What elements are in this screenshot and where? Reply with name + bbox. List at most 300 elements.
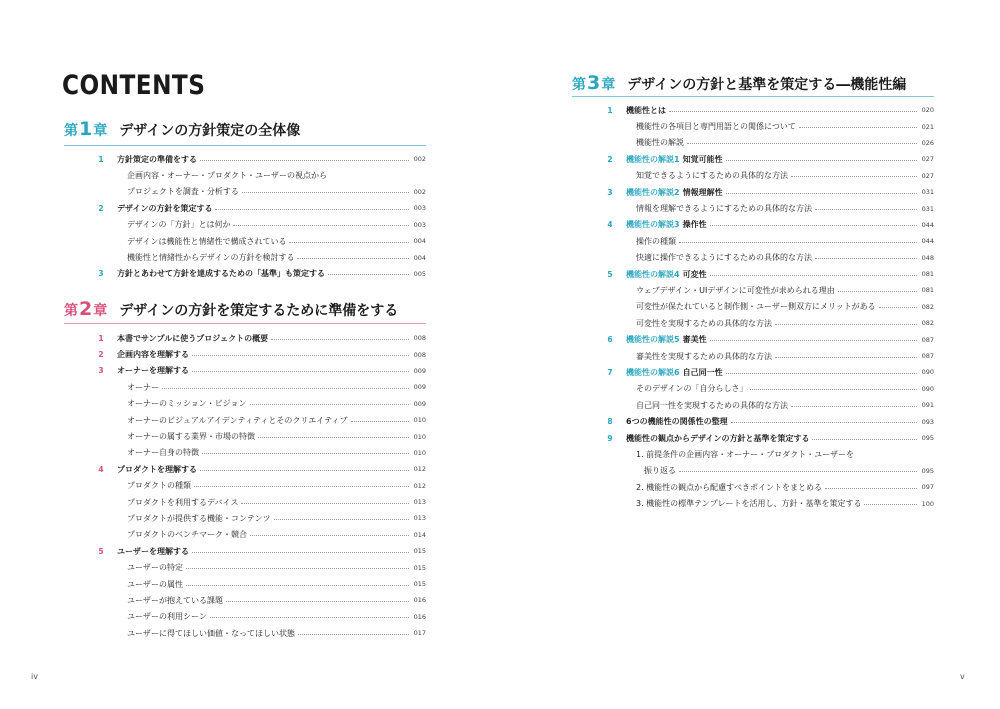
toc-section-row — [604, 102, 934, 118]
toc-label: ユーザーに得てほしい価値・なってほしい状態 — [127, 628, 295, 638]
toc-label: デザインは機能性と情緒性で構成されている — [127, 236, 287, 246]
leader-dots — [815, 258, 917, 259]
contents-title: CONTENTS — [62, 70, 206, 101]
toc-page-number: 031 — [921, 204, 934, 213]
toc-subsection-row — [604, 495, 934, 511]
leader-dots — [226, 601, 409, 602]
toc-section-row — [95, 200, 426, 216]
toc-text — [127, 595, 223, 606]
toc-subsection-row — [95, 478, 426, 494]
toc-page-number: 015 — [413, 563, 426, 572]
toc-page-number: 015 — [413, 547, 426, 556]
leader-dots — [200, 160, 409, 161]
toc-label: ユーザーの特定 — [127, 563, 183, 573]
toc-subsection-row — [604, 200, 934, 216]
toc-subsection-row — [95, 379, 426, 395]
toc-section-row — [95, 543, 426, 559]
leader-dots — [775, 324, 917, 325]
toc-text — [127, 628, 295, 639]
toc-text — [117, 365, 189, 376]
toc-label: 快適に操作できるようにするための具体的な方法 — [636, 253, 812, 263]
toc-text — [127, 480, 191, 491]
toc-label: 知覚できるようにするための具体的な方法 — [636, 171, 788, 181]
chapter-title: デザインの方針策定の全体像 — [119, 123, 301, 139]
toc-number: 9 — [607, 433, 613, 443]
chapter-2-heading — [64, 298, 398, 320]
toc-page-number: 087 — [921, 335, 934, 344]
toc-page-number: 005 — [413, 269, 426, 278]
toc-text — [626, 433, 809, 444]
right-page — [500, 0, 1000, 709]
toc-text — [636, 301, 876, 312]
toc-text — [117, 333, 268, 344]
leader-dots — [351, 421, 409, 422]
chapter-number: 2 — [79, 298, 93, 320]
chapter-title: デザインの方針を策定するために準備をする — [119, 303, 399, 319]
toc-number: 3 — [98, 366, 104, 376]
chapter-prefix: 第 — [64, 303, 78, 319]
toc-section-row — [604, 217, 934, 233]
leader-dots — [162, 388, 409, 389]
leader-dots — [215, 209, 409, 210]
toc-subsection-row — [604, 397, 934, 413]
leader-dots — [298, 634, 409, 635]
toc-page-number: 010 — [413, 416, 426, 425]
toc-number: 4 — [607, 220, 613, 230]
toc-text — [127, 415, 348, 426]
toc-label: プロダクトの種類 — [127, 481, 191, 491]
leader-dots — [202, 453, 409, 454]
toc-page-number: 100 — [921, 499, 934, 508]
toc-label: 審美性 — [682, 335, 707, 345]
toc-label: 機能性とは — [626, 105, 666, 115]
chapter-number: 3 — [587, 72, 601, 94]
toc-text — [636, 236, 676, 247]
toc-text — [626, 367, 723, 378]
toc-label: プロダクトが提供する機能・コンテンツ — [127, 513, 271, 523]
toc-subsection-row — [604, 381, 934, 397]
toc-number: 5 — [98, 546, 104, 556]
leader-dots — [750, 389, 917, 390]
toc-keyword: 機能性の解説6 — [626, 367, 680, 377]
toc-subsection-row — [604, 479, 934, 495]
toc-page-number: 010 — [413, 432, 426, 441]
toc-subsection-row — [95, 217, 426, 233]
toc-page-number: 003 — [413, 204, 426, 213]
toc-text — [636, 252, 812, 263]
toc-label: 可変性が保たれていると制作側・ユーザー側双方にメリットがある — [636, 302, 876, 312]
leader-dots — [210, 617, 409, 618]
toc-label: プロダクトを理解する — [117, 464, 197, 474]
toc-number: 2 — [98, 203, 104, 213]
page-folio-left: iv — [31, 672, 38, 681]
toc-text — [127, 447, 199, 458]
toc-text — [636, 383, 747, 394]
toc-page-number: 044 — [921, 237, 934, 246]
leader-dots — [687, 143, 917, 144]
toc-text — [127, 219, 230, 230]
toc-text — [636, 482, 822, 493]
toc-section-row — [95, 363, 426, 379]
toc-text — [636, 170, 788, 181]
leader-dots — [328, 274, 409, 275]
chapter-2-toc — [95, 330, 426, 641]
toc-page-number: 082 — [921, 319, 934, 328]
leader-dots — [186, 585, 409, 586]
toc-label: ユーザーを理解する — [117, 546, 189, 556]
toc-page-number: 091 — [921, 401, 934, 410]
toc-label: 企画内容を理解する — [117, 350, 189, 360]
toc-page-number: 044 — [921, 220, 934, 229]
toc-text — [127, 236, 286, 247]
toc-text — [626, 219, 707, 230]
toc-page-number: 095 — [921, 466, 934, 475]
leader-dots — [791, 176, 917, 177]
toc-text — [117, 464, 197, 475]
toc-page-number: 016 — [413, 596, 426, 605]
toc-text — [626, 416, 728, 427]
toc-label: デザインの方針を策定する — [117, 203, 213, 213]
leader-dots — [258, 437, 409, 438]
leader-dots — [192, 371, 409, 372]
toc-label: 2. 機能性の観点から配慮すべきポイントをまとめる — [636, 482, 823, 492]
toc-subsection-row — [604, 168, 934, 184]
toc-text — [626, 154, 723, 165]
toc-label: ユーザーの利用シーン — [127, 612, 207, 622]
toc-text — [117, 268, 325, 279]
toc-keyword: 機能性の解説1 — [626, 154, 680, 164]
toc-text — [636, 465, 676, 476]
toc-label: 審美性を実現するための具体的な方法 — [636, 351, 772, 361]
toc-subsection-row — [95, 184, 426, 200]
toc-page-number: 009 — [413, 399, 426, 408]
toc-label: プロジェクトを調査・分析する — [127, 187, 239, 197]
toc-subsection-row — [604, 233, 934, 249]
toc-text — [117, 154, 197, 165]
leader-dots — [775, 357, 917, 358]
toc-text — [636, 285, 835, 296]
toc-label: 6つの機能性の関係性の整理 — [626, 417, 728, 427]
toc-text — [117, 546, 189, 557]
toc-text — [127, 431, 255, 442]
toc-text — [636, 449, 854, 460]
toc-section-row — [95, 266, 426, 282]
toc-text — [636, 400, 788, 411]
toc-page-number: 004 — [413, 253, 426, 262]
toc-page-number: 095 — [921, 434, 934, 442]
toc-label: そのデザインの「自分らしさ」 — [636, 384, 748, 394]
toc-page-number: 008 — [413, 334, 426, 343]
leader-dots — [799, 127, 917, 128]
chapter-3-heading — [572, 72, 906, 94]
toc-number: 8 — [607, 417, 613, 427]
leader-dots — [879, 307, 917, 308]
toc-page-number: 003 — [413, 220, 426, 229]
toc-section-row — [95, 346, 426, 362]
toc-label: 自己同一性を実現するための具体的な方法 — [636, 400, 788, 410]
toc-page-number: 082 — [921, 302, 934, 311]
toc-page-number: 093 — [921, 417, 934, 426]
toc-label: オーナーのビジュアルアイデンティティとそのクリエイティブ — [127, 415, 348, 425]
chapter-2-rule — [64, 323, 426, 324]
toc-number: 7 — [607, 367, 613, 377]
toc-number: 3 — [607, 187, 613, 197]
leader-dots — [731, 422, 917, 423]
leader-dots — [812, 439, 917, 440]
toc-text — [636, 121, 796, 132]
toc-subsection-row — [95, 233, 426, 249]
toc-section-row — [604, 151, 934, 167]
toc-subsection-row — [604, 118, 934, 134]
toc-page-number: 017 — [413, 629, 426, 638]
toc-label: 3. 機能性の標準テンプレートを活用し、方針・基準を策定する — [636, 499, 862, 509]
chapter-1-heading — [64, 118, 300, 140]
toc-keyword: 機能性の解説3 — [626, 220, 680, 230]
toc-subsection-row — [604, 282, 934, 298]
chapter-prefix: 第 — [572, 77, 586, 93]
leader-dots — [250, 404, 409, 405]
toc-label: 操作の種類 — [636, 236, 676, 246]
toc-number: 1 — [98, 154, 104, 164]
toc-label: オーナーの属する業界・市場の特徴 — [127, 432, 255, 442]
toc-subsection-row — [95, 494, 426, 510]
toc-label: 情報理解性 — [682, 187, 723, 197]
toc-label: 振り返る — [636, 466, 676, 476]
toc-subsection-row — [95, 609, 426, 625]
toc-number: 2 — [607, 154, 613, 164]
toc-subsection-row — [95, 412, 426, 428]
leader-dots — [679, 471, 917, 472]
toc-section-row — [604, 331, 934, 347]
toc-label: オーナーを理解する — [117, 366, 189, 376]
toc-text — [127, 513, 271, 524]
toc-label: オーナーのミッション・ビジョン — [127, 399, 247, 409]
leader-dots — [192, 552, 409, 553]
toc-label: 情報を理解できるようにするための具体的な方法 — [636, 204, 812, 214]
toc-page-number: 027 — [921, 171, 934, 180]
leader-dots — [864, 504, 917, 505]
toc-label: ユーザーの属性 — [127, 579, 183, 589]
toc-subsection-row — [95, 625, 426, 641]
toc-text — [127, 186, 239, 197]
chapter-prefix: 第 — [64, 123, 78, 139]
toc-number: 5 — [607, 269, 613, 279]
toc-subsection-row — [95, 510, 426, 526]
page-folio-right: v — [960, 672, 965, 681]
toc-text — [127, 252, 294, 263]
toc-page-number: 013 — [413, 514, 426, 523]
toc-page-number: 012 — [413, 481, 426, 490]
toc-page-number: 097 — [921, 483, 934, 492]
leader-dots — [710, 340, 917, 341]
toc-number: 4 — [98, 464, 104, 474]
chapter-suffix: 章 — [601, 77, 616, 93]
toc-subsection-row — [95, 445, 426, 461]
toc-section-row — [604, 184, 934, 200]
leader-dots — [726, 373, 917, 374]
toc-text — [636, 203, 812, 214]
toc-page-number: 013 — [413, 498, 426, 507]
toc-keyword: 機能性の解説2 — [626, 187, 680, 197]
toc-label: 可変性を実現するための具体的な方法 — [636, 318, 772, 328]
toc-label: オーナー — [127, 382, 159, 392]
toc-label: 方針策定の準備をする — [117, 154, 197, 164]
chapter-1-toc — [95, 151, 426, 282]
toc-page-number: 008 — [413, 350, 426, 359]
leader-dots — [815, 209, 917, 210]
leader-dots — [242, 192, 409, 193]
toc-page-number: 081 — [921, 286, 934, 295]
toc-label: デザインの「方針」とは何か — [127, 220, 231, 230]
toc-label: 機能性の観点からデザインの方針と基準を策定する — [626, 433, 810, 443]
toc-label: 1. 前提条件の企画内容・オーナー・プロダクト・ユーザーを — [636, 449, 855, 459]
toc-text — [127, 382, 159, 393]
leader-dots — [192, 355, 409, 356]
toc-text — [626, 334, 707, 345]
leader-dots — [710, 275, 917, 276]
leader-dots — [710, 225, 917, 226]
toc-number: 2 — [98, 350, 104, 360]
toc-label: オーナー自身の特徴 — [127, 448, 199, 458]
leader-dots — [669, 111, 917, 112]
toc-page-number: 012 — [413, 465, 426, 474]
toc-page-number: 027 — [921, 155, 934, 164]
leader-dots — [297, 258, 409, 259]
toc-text — [626, 187, 723, 198]
toc-keyword: 機能性の解説4 — [626, 269, 680, 279]
toc-label: 可変性 — [682, 269, 707, 279]
toc-label: 操作性 — [682, 220, 707, 230]
toc-subsection-row — [95, 396, 426, 412]
toc-subsection-row — [95, 527, 426, 543]
chapter-suffix: 章 — [93, 303, 108, 319]
toc-number: 3 — [98, 269, 104, 279]
toc-page-number: 031 — [921, 188, 934, 197]
toc-text — [127, 497, 238, 508]
toc-label: 本書でサンプルに使うプロジェクトの概要 — [117, 333, 269, 343]
leader-dots — [289, 242, 409, 243]
toc-page-number: 002 — [413, 187, 426, 196]
toc-label: 機能性の各項目と専門用語との関係について — [636, 122, 796, 132]
toc-section-row — [604, 364, 934, 380]
toc-label: 方針とあわせて方針を達成するための「基準」も策定する — [117, 269, 325, 279]
toc-subsection-row — [95, 249, 426, 265]
chapter-number: 1 — [79, 118, 93, 140]
toc-subsection-row — [604, 135, 934, 151]
toc-number: 6 — [607, 335, 613, 345]
toc-text — [626, 269, 707, 280]
toc-text — [127, 611, 207, 622]
toc-label: 知覚可能性 — [682, 154, 723, 164]
chapter-1-rule — [64, 145, 426, 146]
toc-page-number: 087 — [921, 352, 934, 361]
toc-label: プロダクトを利用するデバイス — [127, 497, 239, 507]
toc-page-number: 020 — [921, 106, 934, 115]
toc-page-number: 016 — [413, 612, 426, 621]
toc-section-row — [95, 151, 426, 167]
toc-text — [636, 498, 861, 509]
toc-text — [127, 529, 247, 540]
toc-text — [127, 562, 183, 573]
toc-subsection-row — [604, 463, 934, 479]
toc-number: 1 — [98, 333, 104, 343]
toc-page-number: 009 — [413, 366, 426, 375]
toc-subsection-row — [604, 250, 934, 266]
chapter-3-rule — [572, 96, 934, 97]
toc-label: 企画内容・オーナー・プロダクト・ユーザーの視点から — [127, 171, 327, 181]
toc-page-number: 090 — [921, 384, 934, 393]
leader-dots — [233, 225, 409, 226]
toc-section-row — [604, 413, 934, 429]
leader-dots — [186, 568, 409, 569]
leader-dots — [726, 160, 917, 161]
toc-page-number: 026 — [921, 138, 934, 147]
toc-page-number: 004 — [413, 237, 426, 246]
leader-dots — [194, 486, 409, 487]
toc-text — [117, 349, 189, 360]
toc-page-number: 014 — [413, 530, 426, 539]
toc-subsection-row — [95, 559, 426, 575]
toc-number: 1 — [607, 105, 613, 115]
leader-dots — [825, 488, 917, 489]
toc-label: ウェブデザイン・UIデザインに可変性が求められる理由 — [636, 285, 835, 295]
toc-page-number: 010 — [413, 448, 426, 457]
toc-label: プロダクトのベンチマーク・競合 — [127, 530, 247, 540]
leader-dots — [838, 291, 917, 292]
leader-dots — [274, 519, 409, 520]
leader-dots — [250, 535, 409, 536]
chapter-suffix: 章 — [93, 123, 108, 139]
toc-page-number: 015 — [413, 580, 426, 589]
toc-page-number: 090 — [921, 368, 934, 377]
toc-label: 機能性の解説 — [636, 138, 684, 148]
toc-section-row — [604, 430, 934, 446]
toc-text — [127, 398, 247, 409]
toc-subsection-row — [95, 428, 426, 444]
leader-dots — [200, 470, 409, 471]
toc-text — [626, 105, 666, 116]
toc-text — [636, 351, 772, 362]
leader-dots — [726, 193, 917, 194]
toc-section-row — [95, 461, 426, 477]
toc-subsection-row — [95, 576, 426, 592]
leader-dots — [679, 242, 917, 243]
toc-page-number: 021 — [921, 122, 934, 131]
toc-text — [127, 579, 183, 590]
toc-text — [636, 318, 772, 329]
toc-page-number: 002 — [413, 155, 426, 164]
toc-text — [636, 137, 684, 148]
chapter-3-toc — [604, 102, 934, 512]
leader-dots — [271, 339, 409, 340]
toc-subsection-row — [604, 446, 934, 462]
toc-subsection-row — [604, 299, 934, 315]
leader-dots — [241, 503, 409, 504]
toc-subsection-row — [604, 315, 934, 331]
toc-section-row — [95, 330, 426, 346]
toc-label: ユーザーが抱えている課題 — [127, 595, 223, 605]
toc-text — [127, 170, 327, 181]
toc-text — [117, 203, 212, 214]
toc-label: 自己同一性 — [682, 367, 723, 377]
toc-page-number: 048 — [921, 253, 934, 262]
chapter-title: デザインの方針と基準を策定する―機能性編 — [627, 77, 907, 93]
toc-page-number: 081 — [921, 270, 934, 279]
toc-subsection-row — [95, 592, 426, 608]
toc-keyword: 機能性の解説5 — [626, 335, 680, 345]
leader-dots — [791, 406, 917, 407]
toc-section-row — [604, 266, 934, 282]
